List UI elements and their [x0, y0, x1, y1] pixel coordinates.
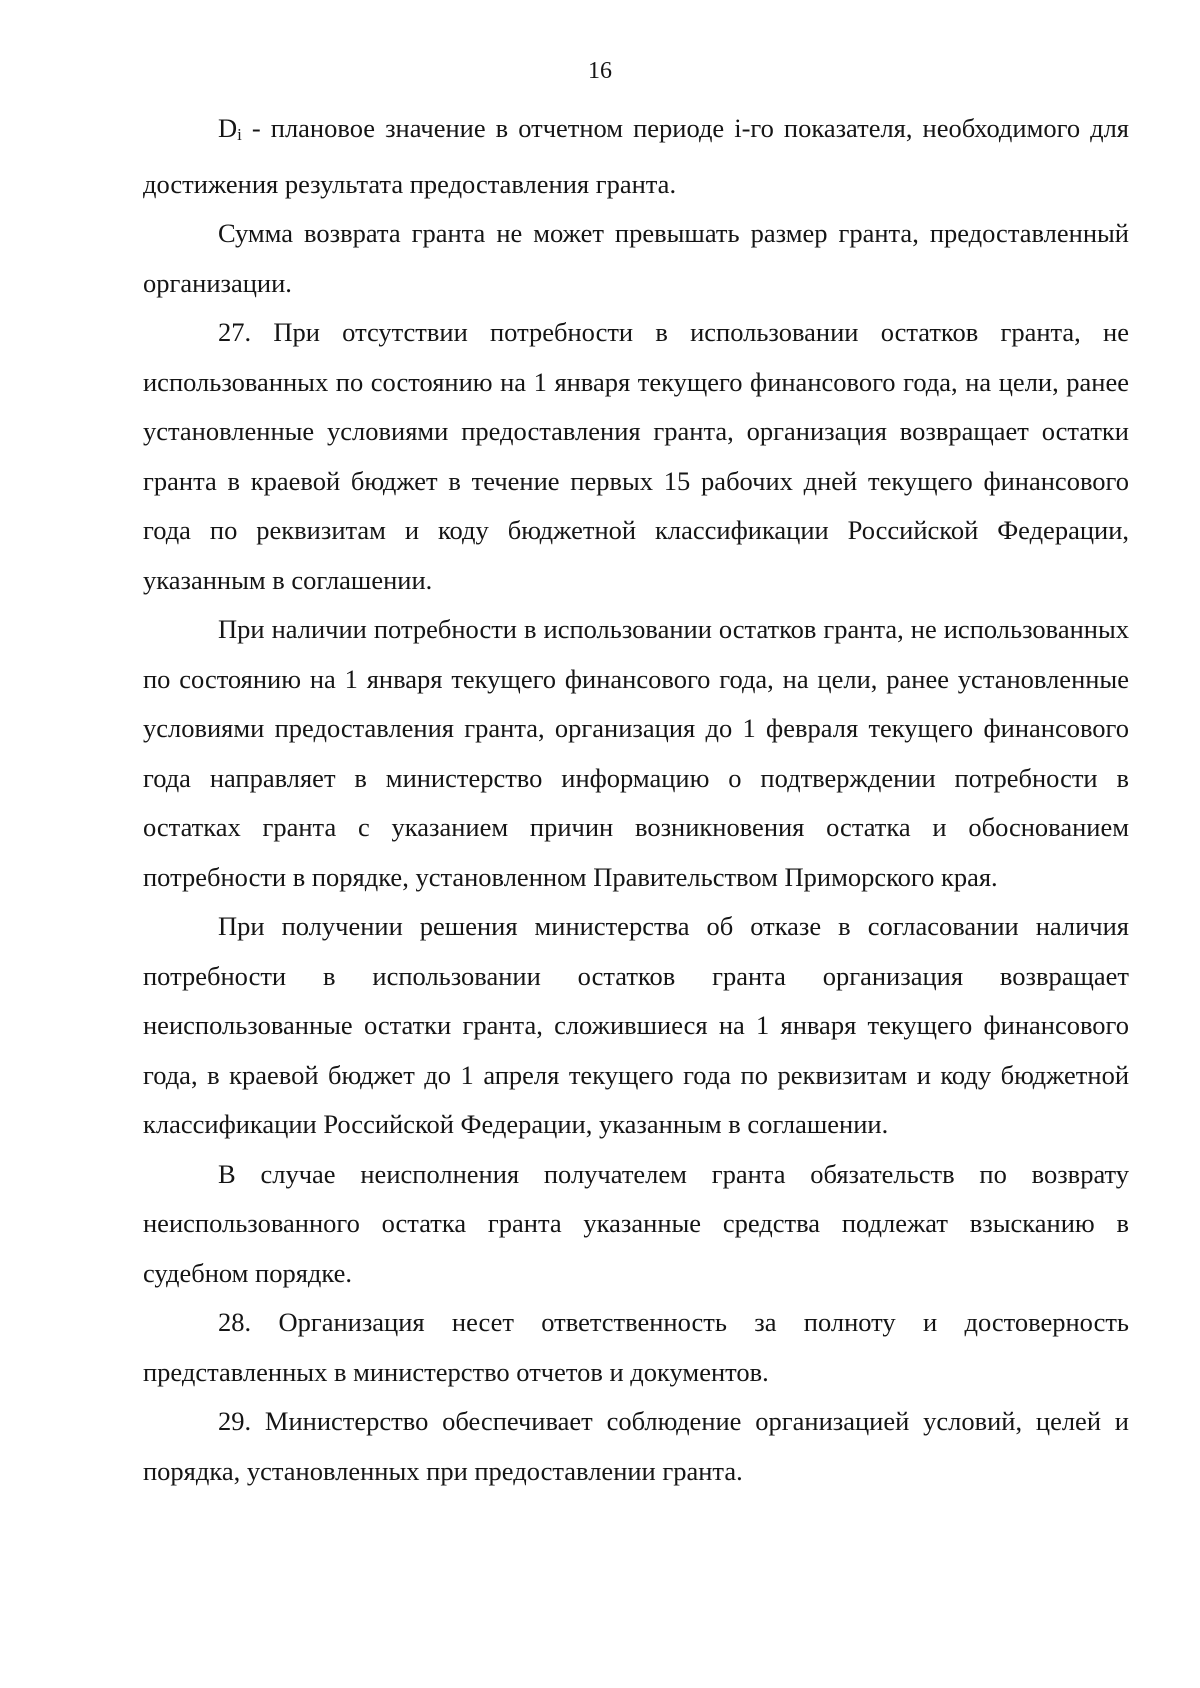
paragraph-court-recovery: В случае неисполнения получателем гранта обязательств по возврату неиспользованного остатка гранта указанные средства подлежат взысканию в судебном порядке.	[143, 1158, 1129, 1288]
paragraph-clause-28: 28. Организация несет ответственность за полноту и достоверность представленных в министерство отчетов и документов.	[143, 1307, 1129, 1387]
paragraph-di-definition	[143, 104, 1129, 209]
paragraph-need-confirmation: При наличии потребности в использовании остатков гранта, не использованных по состоянию на 1 января текущего финансового года, на цели, ранее установленные условиями предоставления гранта, организация до 1 февраля текущего финансового года направляет в министерство информацию о подтверждении потребности в остатках гранта с указанием причин возникновения остатка и обоснованием потребности в порядке, установленном Правительством Приморского края.	[143, 614, 1129, 892]
paragraph-text: - плановое значение в отчетном периоде i-го показателя, необходимого для достижения результата предоставления гранта.	[143, 113, 1129, 199]
indicator-subscript: i	[237, 125, 242, 144]
paragraph-clause-27: 27. При отсутствии потребности в использовании остатков гранта, не использованных по состоянию на 1 января текущего финансового года, на цели, ранее установленные условиями предоставления гранта, организация возвращает остатки гранта в краевой бюджет в течение первых 15 рабочих дней текущего финансового года по реквизитам и коду бюджетной классификации Российской Федерации, указанным в соглашении.	[143, 317, 1129, 595]
paragraph-clause-29: 29. Министерство обеспечивает соблюдение организацией условий, целей и порядка, установленных при предоставлении гранта.	[143, 1406, 1129, 1486]
paragraph-refusal-decision: При получении решения министерства об отказе в согласовании наличия потребности в использовании остатков гранта организация возвращает неиспользованные остатки гранта, сложившиеся на 1 января текущего финансового года, в краевой бюджет до 1 апреля текущего года по реквизитам и коду бюджетной классификации Российской Федерации, указанным в соглашении.	[143, 911, 1129, 1139]
paragraph-return-limit: Сумма возврата гранта не может превышать размер гранта, предоставленный организации.	[143, 218, 1129, 298]
document-body	[143, 104, 1129, 1496]
indicator-symbol: D	[218, 113, 238, 143]
page-number: 16	[588, 58, 612, 84]
